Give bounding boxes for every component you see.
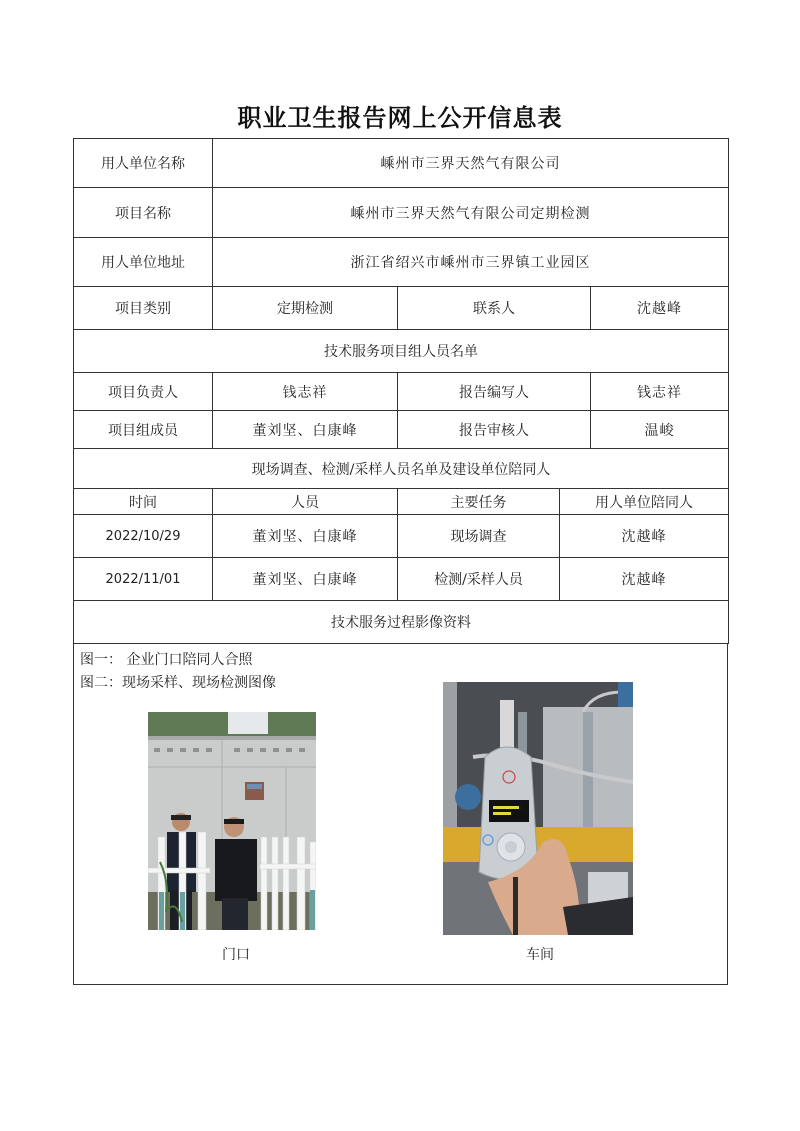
company-name-value: 嵊州市三界天然气有限公司 — [213, 139, 729, 188]
table-row — [74, 373, 729, 411]
escort-cell: 沈越峰 — [560, 558, 729, 601]
photo-workshop-label: 车间 — [526, 947, 554, 963]
caption-figure-1: 图一： 企业门口陪同人合照 — [80, 652, 253, 668]
writer-value: 钱志祥 — [591, 373, 729, 411]
company-name-label: 用人单位名称 — [74, 139, 213, 188]
column-header-date: 时间 — [74, 489, 213, 515]
page-title: 职业卫生报告网上公开信息表 — [237, 103, 563, 132]
leader-value: 钱志祥 — [213, 373, 398, 411]
column-header-escort: 用人单位陪同人 — [560, 489, 729, 515]
photo-entrance — [148, 712, 316, 930]
image-section — [73, 643, 728, 985]
reviewer-label: 报告审核人 — [398, 411, 591, 449]
staff-cell: 董刘坚、白康峰 — [213, 515, 398, 558]
contact-label: 联系人 — [398, 287, 591, 330]
table-row — [74, 287, 729, 330]
photo-workshop — [443, 682, 633, 935]
members-label: 项目组成员 — [74, 411, 213, 449]
address-value: 浙江省绍兴市嵊州市三界镇工业园区 — [213, 238, 729, 287]
basic-info-table — [73, 138, 729, 489]
images-header: 技术服务过程影像资料 — [74, 601, 729, 644]
table-row — [74, 515, 729, 558]
leader-label: 项目负责人 — [74, 373, 213, 411]
category-value: 定期检测 — [213, 287, 398, 330]
table-row — [74, 601, 729, 644]
project-name-label: 项目名称 — [74, 188, 213, 238]
date-cell: 2022/10/29 — [74, 515, 213, 558]
team-header: 技术服务项目组人员名单 — [74, 330, 729, 373]
survey-table — [73, 488, 729, 644]
project-name-value: 嵊州市三界天然气有限公司定期检测 — [213, 188, 729, 238]
entrance-photo-image — [148, 712, 316, 930]
table-row — [74, 139, 729, 188]
address-label: 用人单位地址 — [74, 238, 213, 287]
caption-figure-2: 图二：现场采样、现场检测图像 — [80, 675, 276, 691]
workshop-photo-image — [443, 682, 633, 935]
column-header-task: 主要任务 — [398, 489, 560, 515]
photo-entrance-label: 门口 — [222, 947, 250, 963]
reviewer-value: 温峻 — [591, 411, 729, 449]
category-label: 项目类别 — [74, 287, 213, 330]
table-row — [74, 411, 729, 449]
survey-header: 现场调查、检测/采样人员名单及建设单位陪同人 — [74, 449, 729, 489]
staff-cell: 董刘坚、白康峰 — [213, 558, 398, 601]
escort-cell: 沈越峰 — [560, 515, 729, 558]
task-cell: 现场调查 — [398, 515, 560, 558]
table-row — [74, 188, 729, 238]
writer-label: 报告编写人 — [398, 373, 591, 411]
table-row — [74, 330, 729, 373]
table-row — [74, 449, 729, 489]
task-cell: 检测/采样人员 — [398, 558, 560, 601]
column-header-staff: 人员 — [213, 489, 398, 515]
members-value: 董刘坚、白康峰 — [213, 411, 398, 449]
table-row — [74, 558, 729, 601]
date-cell: 2022/11/01 — [74, 558, 213, 601]
contact-value: 沈越峰 — [591, 287, 729, 330]
table-row — [74, 238, 729, 287]
table-header-row — [74, 489, 729, 515]
